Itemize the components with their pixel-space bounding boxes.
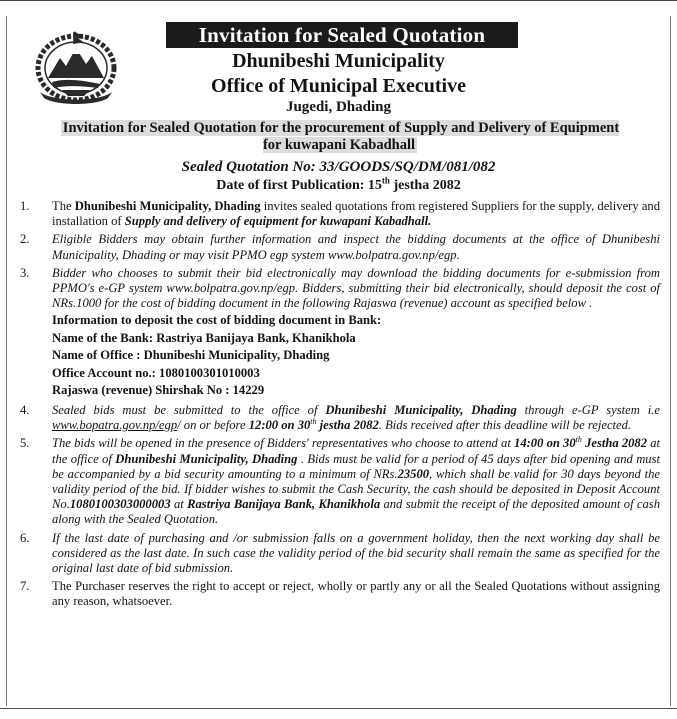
notice-item-7 <box>20 579 660 609</box>
bank-details <box>20 312 660 400</box>
item-text <box>52 436 660 527</box>
pub-date-prefix: Date of first Publication: 15 <box>216 178 382 193</box>
item-5-sup: th <box>575 435 582 445</box>
item-text: Eligible Bidders may obtain further information and inspect the bidding documents at the office of Dhunibeshi Municipality, Dhading or may visit PPMO egp system www.bolpatra.gov.np/egp. <box>52 232 660 262</box>
notice-item-3 <box>20 266 660 312</box>
item-4-part-b: Dhunibeshi Municipality, Dhading <box>325 402 517 417</box>
item-number: 1. <box>20 199 30 213</box>
item-text: If the last date of purchasing and /or submission falls on a government holiday, then the next working day shall be considered as the last date. In such case the validity period of the bid security shall remain the same as specified for the original last date of bid submission. <box>52 530 660 575</box>
publication-date <box>0 177 677 195</box>
item-1-part-c: invites sealed quotations from registered Suppliers for the supply, delivery and installation of <box>52 199 661 229</box>
notice-banner: Invitation for Sealed Quotation <box>166 22 518 48</box>
item-number: 3. <box>20 265 30 280</box>
item-1-part-d: Supply and delivery of equipment for kuwapani Kabadhall. <box>124 214 432 229</box>
pub-date-suffix: jestha 2082 <box>389 178 461 193</box>
notice-item-6 <box>20 531 660 577</box>
item-1-part-b: Dhunibeshi Municipality, Dhading <box>74 199 261 213</box>
item-5-part-k: Rastriya Banijaya Bank, Khanikhola <box>187 497 381 512</box>
item-text: The Purchaser reserves the right to accept or reject, wholly or partly any or all the Sealed Quotations without assigning any reason, whatsoever. <box>52 579 660 609</box>
item-5-part-i: 1080100303000003 <box>69 497 171 512</box>
item-4-part-g: . Bids received after this deadline will be rejected. <box>378 418 632 433</box>
item-text <box>52 199 660 229</box>
item-5-part-a: The bids will be opened in the presence of Bidders' representatives who choose to attend at <box>52 436 515 451</box>
bank-account-number: Office Account no.: 1080100301010003 <box>52 365 260 380</box>
item-number: 6. <box>20 530 30 545</box>
item-number: 7. <box>20 579 30 594</box>
item-5-part-b: 14:00 on 30 <box>514 436 576 451</box>
bottom-rule <box>0 708 677 709</box>
location: Jugedi, Dhading <box>285 99 392 115</box>
item-text <box>52 403 660 433</box>
egp-link[interactable]: www.bopatra.gov.np/egp <box>52 418 178 433</box>
office-name: Office of Municipal Executive <box>211 75 466 97</box>
item-4-part-d: / on or before <box>177 418 249 433</box>
item-5-part-c: Jestha 2082 <box>585 436 648 451</box>
notice-item-4 <box>20 403 660 433</box>
bank-office-name: Name of Office : Dhunibeshi Municipality, Dhading <box>52 348 330 363</box>
bank-name: Name of the Bank: Rastriya Banijaya Bank, Khanikhola <box>52 330 356 345</box>
item-5-part-h: , which shall be valid for 30 days beyond the validity period of the bid. If bidder wishes to submit the Cash Security, the cash should be deposited in Deposit Account No. <box>52 466 660 512</box>
pub-date-sup: th <box>381 175 390 186</box>
item-5-part-j: at <box>170 497 188 512</box>
item-5-part-d: at the office of <box>52 436 660 466</box>
item-4-part-e: 12:00 on 30 <box>248 418 311 433</box>
item-4-sup: th <box>310 416 317 426</box>
notice-item-1 <box>20 199 660 229</box>
item-4-part-f: jestha 2082 <box>316 418 379 433</box>
item-5-part-g: 23500 <box>397 466 430 481</box>
item-4-part-a: Sealed bids must be submitted to the office of <box>52 402 326 417</box>
rajaswa-shirshak: Rajaswa (revenue) Shirshak No : 14229 <box>52 383 265 398</box>
item-number: 4. <box>20 402 30 417</box>
item-1-part-a: The <box>52 199 75 213</box>
organization-name: Dhunibeshi Municipality <box>232 50 445 72</box>
item-5-part-l: and submit the receipt of the deposited amount of cash along with the Sealed Quotation. <box>52 497 660 527</box>
bank-heading: Information to deposit the cost of bidding document in Bank: <box>52 313 382 328</box>
item-number: 2. <box>20 232 30 247</box>
item-number: 5. <box>20 436 30 451</box>
item-text: Bidder who chooses to submit their bid electronically may download the bidding documents for e-submission from PPMO's e-GP system www.bolpatra.gov.np/egp. Bidders, submitting their bid electronically, should deposit the cost of NRs.1000 for the cost of bidding document in the following Rajaswa (revenue) account as specified below . <box>52 265 660 311</box>
quotation-number: Sealed Quotation No: 33/GOODS/SQ/DM/081/082 <box>181 159 496 175</box>
notice-items <box>20 199 660 610</box>
notice-subject <box>60 120 620 154</box>
subject-text: Invitation for Sealed Quotation for the procurement of Supply and Delivery of Equipment for kuwapani Kabadhall <box>62 120 620 153</box>
item-5-part-f: . Bids must be valid for a period of 45 days after bid opening and must be accompanied by a bid security amounting to a minimum of NRs. <box>52 451 660 481</box>
notice-item-5 <box>20 436 660 527</box>
item-5-part-e: Dhunibeshi Municipality, Dhading <box>115 451 298 466</box>
notice-item-2 <box>20 232 660 262</box>
item-4-part-c: through e-GP system i.e <box>516 402 660 417</box>
top-rule <box>0 0 677 5</box>
